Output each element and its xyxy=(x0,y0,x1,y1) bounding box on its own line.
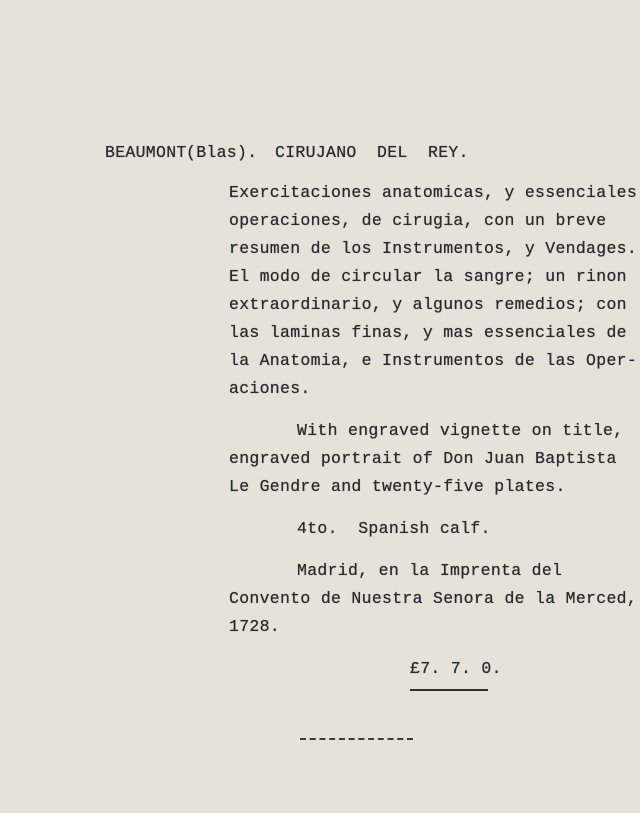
header-given-name: (Blas). xyxy=(186,143,258,162)
header-author: BEAUMONT xyxy=(105,143,187,162)
description-line-3: Le Gendre and twenty-five plates. xyxy=(229,477,566,496)
format-line: 4to. Spanish calf. xyxy=(297,519,491,538)
description-line-1: With engraved vignette on title, xyxy=(297,421,624,440)
title-line-1: Exercitaciones anatomicas, y essenciales xyxy=(229,183,638,202)
title-line-4: El modo de circular la sangre; un rinon xyxy=(229,267,627,286)
title-line-5: extraordinario, y algunos remedios; con xyxy=(229,295,627,314)
imprint-line-1: Madrid, en la Imprenta del xyxy=(297,561,563,580)
imprint-line-2: Convento de Nuestra Senora de la Merced, xyxy=(229,589,638,608)
closing-dashed-rule xyxy=(300,738,413,740)
title-line-7: la Anatomia, e Instrumentos de las Oper- xyxy=(229,351,638,370)
imprint-line-3: 1728. xyxy=(229,617,281,636)
title-line-8: aciones. xyxy=(229,379,311,398)
title-line-3: resumen de los Instrumentos, y Vendages. xyxy=(229,239,638,258)
price: £7. 7. 0. xyxy=(410,659,502,678)
description-line-2: engraved portrait of Don Juan Baptista xyxy=(229,449,617,468)
header-role: CIRUJANO DEL REY. xyxy=(275,143,469,162)
price-underline xyxy=(410,689,488,691)
title-line-2: operaciones, de cirugia, con un breve xyxy=(229,211,607,230)
title-line-6: las laminas finas, y mas essenciales de xyxy=(229,323,627,342)
